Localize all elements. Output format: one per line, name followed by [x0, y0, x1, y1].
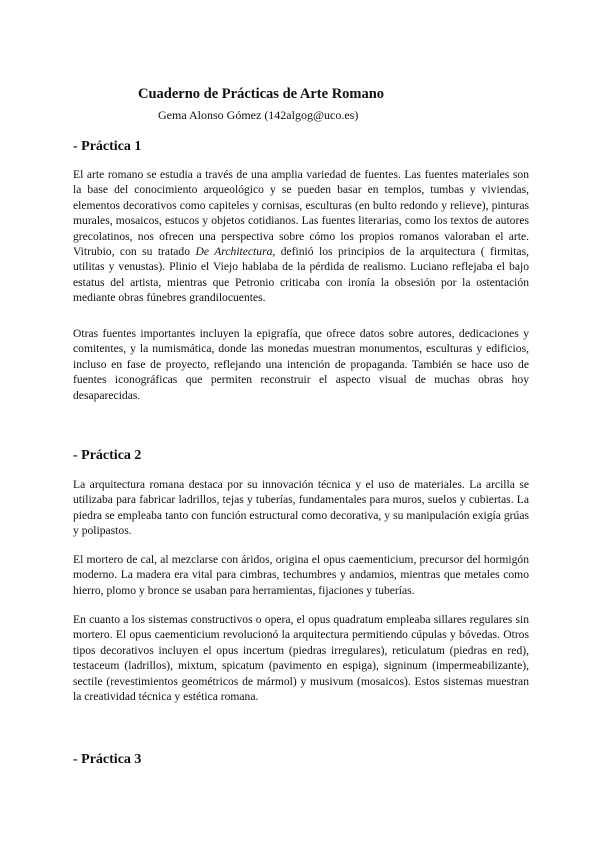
paragraph-text: , definió los principios de la arquitectura ( firmitas, utilitas y venustas). Plinio el Viejo hablaba de la pérdida de realismo. Luciano reflejaba el bajo estatus del artista, mientras que Petronio criticaba con ironía la obsesión por la ostentación mediante obras fúnebres grandilocuentes. [73, 245, 529, 305]
section-heading-practica-1: - Práctica 1 [73, 139, 142, 154]
section-heading-practica-2: - Práctica 2 [73, 448, 142, 463]
document-title: Cuaderno de Prácticas de Arte Romano [138, 86, 385, 102]
document-author: Gema Alonso Gómez (142algog@uco.es) [158, 108, 359, 122]
section-heading-practica-3: - Práctica 3 [73, 752, 142, 767]
section-2-paragraph-3: En cuanto a los sistemas constructivos o opera, el opus quadratum empleaba sillares regulares sin mortero. El opus caementicium revolucionó la arquitectura permitiendo cúpulas y bóvedas. Otros tipos decorativos incluyen el opus incertum (piedras irregulares), reticulatum (piedras en red), testaceum (ladrillos), mixtum, spicatum (pavimento en espiga), signinum (impermeabilizante), sectile (revestimientos geométricos de mármol) y musivum (mosaicos). Estos sistemas muestran la creatividad técnica y estética romana. [73, 613, 529, 704]
section-2-paragraph-2: El mortero de cal, al mezclarse con áridos, origina el opus caementicium, precursor del hormigón moderno. La madera era vital para cimbras, techumbres y andamios, mientras que metales como hierro, plomo y bronce se usaban para herramientas, fijaciones y tuberías. [73, 553, 529, 597]
section-1-paragraph-1 [73, 167, 529, 306]
treatise-title: De Architectura [195, 245, 273, 259]
section-2-paragraph-1: La arquitectura romana destaca por su innovación técnica y el uso de materiales. La arcilla se utilizaba para fabricar ladrillos, tejas y tuberías, fundamentales para muros, suelos y cubiertas. La piedra se empleaba tanto con función estructural como decorativa, y su manipulación exigía grúas y polipastos. [73, 478, 529, 538]
section-1-paragraph-2: Otras fuentes importantes incluyen la epigrafía, que ofrece datos sobre autores, dedicaciones y comitentes, y la numismática, donde las monedas muestran monumentos, esculturas y edificios, incluso en fase de proyecto, reflejando una intención de propaganda. También se hace uso de fuentes iconográficas que permiten reconstruir el aspecto visual de muchas obras hoy desaparecidas. [73, 327, 529, 402]
paragraph-text: El arte romano se estudia a través de una amplia variedad de fuentes. Las fuentes materiales son la base del conocimiento arqueológico y se pueden basar en templos, tumbas y viviendas, elementos decorativos como capiteles y cornisas, esculturas (en bulto redondo y relieve), pinturas murales, mosaicos, estucos y objetos cotidianos. Las fuentes literarias, como los textos de autores grecolatinos, nos ofrecen una perspectiva sobre cómo los propios romanos valoraban el arte. Vitrubio, con su tratado [73, 168, 529, 259]
